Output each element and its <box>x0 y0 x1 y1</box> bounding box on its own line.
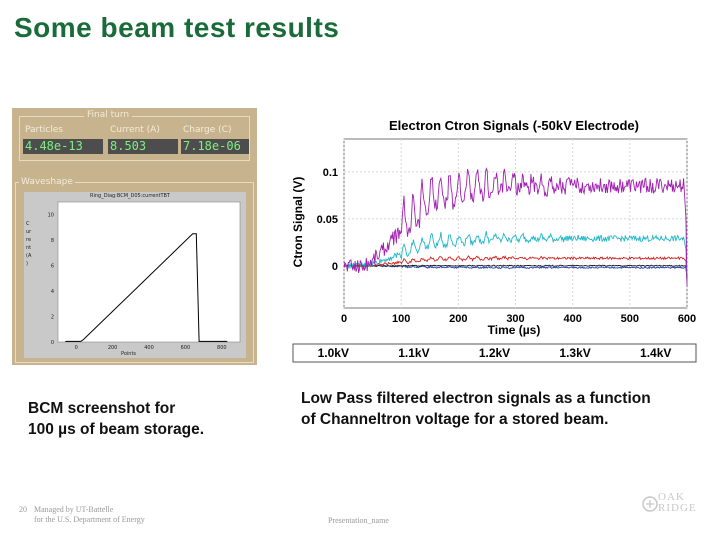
legend-label: 1.4kV <box>640 346 672 360</box>
waveshape-plot <box>24 192 246 358</box>
x-tick-label: 100 <box>391 313 411 325</box>
logo-line2: RIDGE <box>658 502 697 514</box>
waveshape-x-tick: 600 <box>180 345 191 351</box>
waveshape-plot-title: Ring_Diag:BCM_D05:currentTBT <box>90 193 170 199</box>
charge-label: Charge (C) <box>183 125 232 135</box>
y-tick-label: 0 <box>331 260 338 273</box>
presentation-name: Presentation_name <box>328 516 389 525</box>
charge-readout: 7.18e-06 <box>181 139 249 154</box>
waveshape-x-tick: 800 <box>217 345 227 351</box>
ctron-legend <box>293 344 696 362</box>
waveshape-y-tick: 0 <box>50 340 54 346</box>
footer-line2: for the U.S. Department of Energy <box>34 515 145 524</box>
waveshape-x-tick: 0 <box>74 345 78 351</box>
legend-label: 1.0kV <box>317 346 349 360</box>
slide-title: Some beam test results <box>14 12 340 43</box>
ctron-caption <box>301 388 713 430</box>
waveshape-y-tick: 6 <box>50 263 54 270</box>
waveshape-chart <box>24 192 246 358</box>
logo-text <box>658 492 697 514</box>
bcm-screenshot <box>12 108 257 365</box>
waveshape-y-tick: 10 <box>47 212 54 219</box>
waveshape-plot-frame <box>58 202 240 342</box>
waveshape-x-label: Points <box>121 351 137 357</box>
ctron-chart-title: Electron Ctron Signals (-50kV Electrode) <box>389 118 639 133</box>
bcm-caption-line2: 100 µs of beam storage. <box>28 421 205 438</box>
waveshape-label: Waveshape <box>21 177 73 187</box>
waveshape-x-tick: 200 <box>107 345 118 351</box>
ornl-logo <box>640 492 706 528</box>
x-tick-label: 300 <box>506 313 525 325</box>
particles-readout: 4.48e-13 <box>23 139 103 154</box>
bcm-caption-line1: BCM screenshot for <box>28 400 176 417</box>
waveshape-y-tick: 8 <box>50 238 54 245</box>
waveshape-y-tick: 2 <box>50 314 54 321</box>
footer-line1: Managed by UT-Battelle <box>34 505 114 514</box>
x-tick-label: 200 <box>449 313 468 325</box>
ctron-caption-line2: of Channeltron voltage for a stored beam. <box>301 411 609 428</box>
legend-label: 1.2kV <box>478 346 511 360</box>
page-number: 20 <box>19 505 27 514</box>
x-tick-label: 500 <box>620 313 640 325</box>
legend-label: 1.3kV <box>559 346 591 360</box>
footer-managed-by <box>34 505 145 525</box>
final-turn-title: Final turn <box>84 110 132 120</box>
ctron-caption-line1: Low Pass filtered electron signals as a function <box>301 390 651 407</box>
ctron-plot-area <box>317 139 697 325</box>
waveshape-y-tick: 4 <box>50 289 54 296</box>
bcm-caption <box>28 398 268 440</box>
x-tick-label: 600 <box>677 313 697 325</box>
x-tick-label: 0 <box>340 313 348 325</box>
ctron-y-axis-label: Ctron Signal (V) <box>291 176 305 268</box>
y-tick-label: 0.1 <box>322 166 338 179</box>
logo-line1: OAK <box>658 491 685 503</box>
ctron-chart <box>288 112 708 367</box>
current-label: Current (A) <box>110 125 160 135</box>
legend-label: 1.1kV <box>398 346 430 360</box>
particles-label: Particles <box>25 125 63 135</box>
current-readout: 8.503 <box>108 139 178 154</box>
y-tick-label: 0.05 <box>316 213 338 226</box>
x-tick-label: 400 <box>563 313 582 325</box>
waveshape-y-label: Current (A) <box>26 221 32 267</box>
waveshape-x-tick: 400 <box>144 345 154 351</box>
ctron-x-axis-label: Time (µs) <box>487 323 541 337</box>
